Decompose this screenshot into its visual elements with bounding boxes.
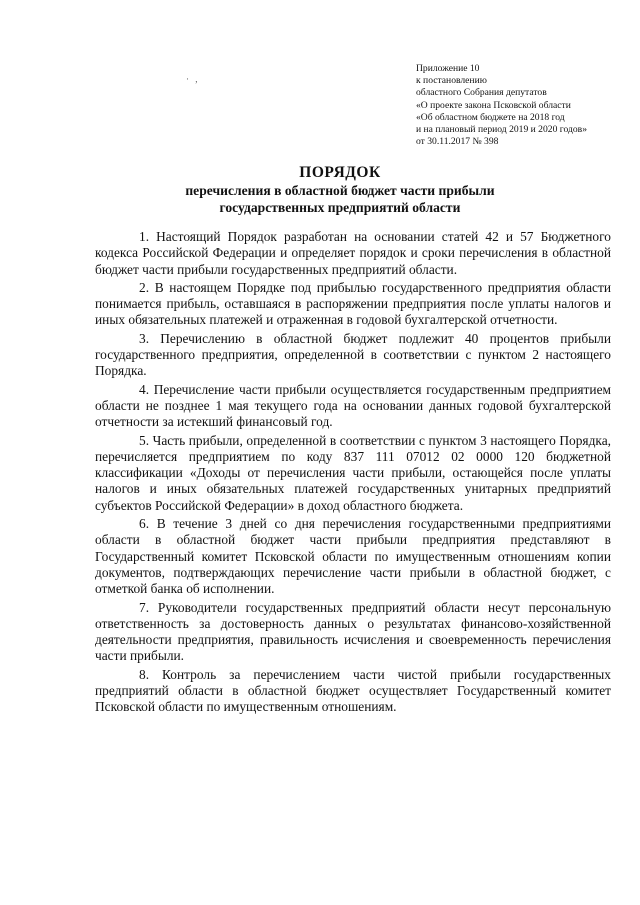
appendix-line: «Об областном бюджете на 2018 год	[416, 111, 565, 123]
appendix-line: и на плановый период 2019 и 2020 годов»	[416, 124, 587, 136]
paragraph-3: 3. Перечислению в областной бюджет подлежит 40 процентов прибыли государственного предприятия, определенной в соответствии с пунктом 2 настоящего Порядка.	[95, 330, 611, 379]
document-title: ПОРЯДОК	[299, 164, 381, 181]
appendix-line: Приложение 10	[416, 63, 480, 74]
paragraph-2: 2. В настоящем Порядке под прибылью государственного предприятия области понимается прибыль, оставшаяся в распоряжении предприятия после уплаты налогов и иных обязательных платежей и отраженная в годовой бухгалтерской отчетности.	[95, 279, 611, 328]
paragraph-4: 4. Перечисление части прибыли осуществляется государственным предприятием области не позднее 1 мая текущего года на основании данных годовой бухгалтерской отчетности за истекший финансовый год.	[95, 381, 611, 430]
paragraph-5: 5. Часть прибыли, определенной в соответствии с пунктом 3 настоящего Порядка, перечисляется предприятием по коду 837 111 07012 02 0000 120 бюджетной классификации «Доходы от перечисления части прибыли, остающейся после уплаты налогов и иных обязательных платежей государственных унитарных предприятий субъектов Российской Федерации» в доход областного бюджета.	[95, 432, 611, 513]
paragraph-8: 8. Контроль за перечислением части чистой прибыли государственных предприятий области в областной бюджет осуществляет Государственный комитет Псковской области по имущественным отношениям.	[95, 666, 611, 715]
appendix-header	[416, 63, 636, 148]
appendix-line: областного Собрания депутатов	[416, 87, 547, 99]
appendix-line: к постановлению	[416, 75, 487, 87]
appendix-line: «О проекте закона Псковской области	[416, 99, 571, 111]
document-body	[95, 229, 611, 718]
appendix-line: от 30.11.2017 № 398	[416, 136, 499, 148]
document-subtitle-line-2: государственных предприятий области	[219, 199, 461, 215]
document-subtitle-line-1: перечисления в областной бюджет части прибыли	[185, 183, 495, 198]
paragraph-6: 6. В течение 3 дней со дня перечисления государственными предприятиями области в областной бюджет части прибыли предприятия представляют в Государственный комитет Псковской области по имущественным отношениям копии документов, подтверждающих перечисление части прибыли в областной бюджет, с отметкой банка об исполнении.	[95, 516, 611, 597]
paragraph-7: 7. Руководители государственных предприятий области несут персональную ответственность за достоверность данных о результатах финансово-хозяйственной деятельности предприятия, правильность исчисления и своевременность перечисления части прибыли.	[95, 599, 611, 664]
scan-speck: · ,	[186, 74, 200, 84]
paragraph-1: 1. Настоящий Порядок разработан на основании статей 42 и 57 Бюджетного кодекса Российской Федерации и определяет порядок и сроки перечисления в областной бюджет части прибыли государственных предприятий области.	[95, 229, 611, 277]
title-block	[40, 164, 640, 216]
